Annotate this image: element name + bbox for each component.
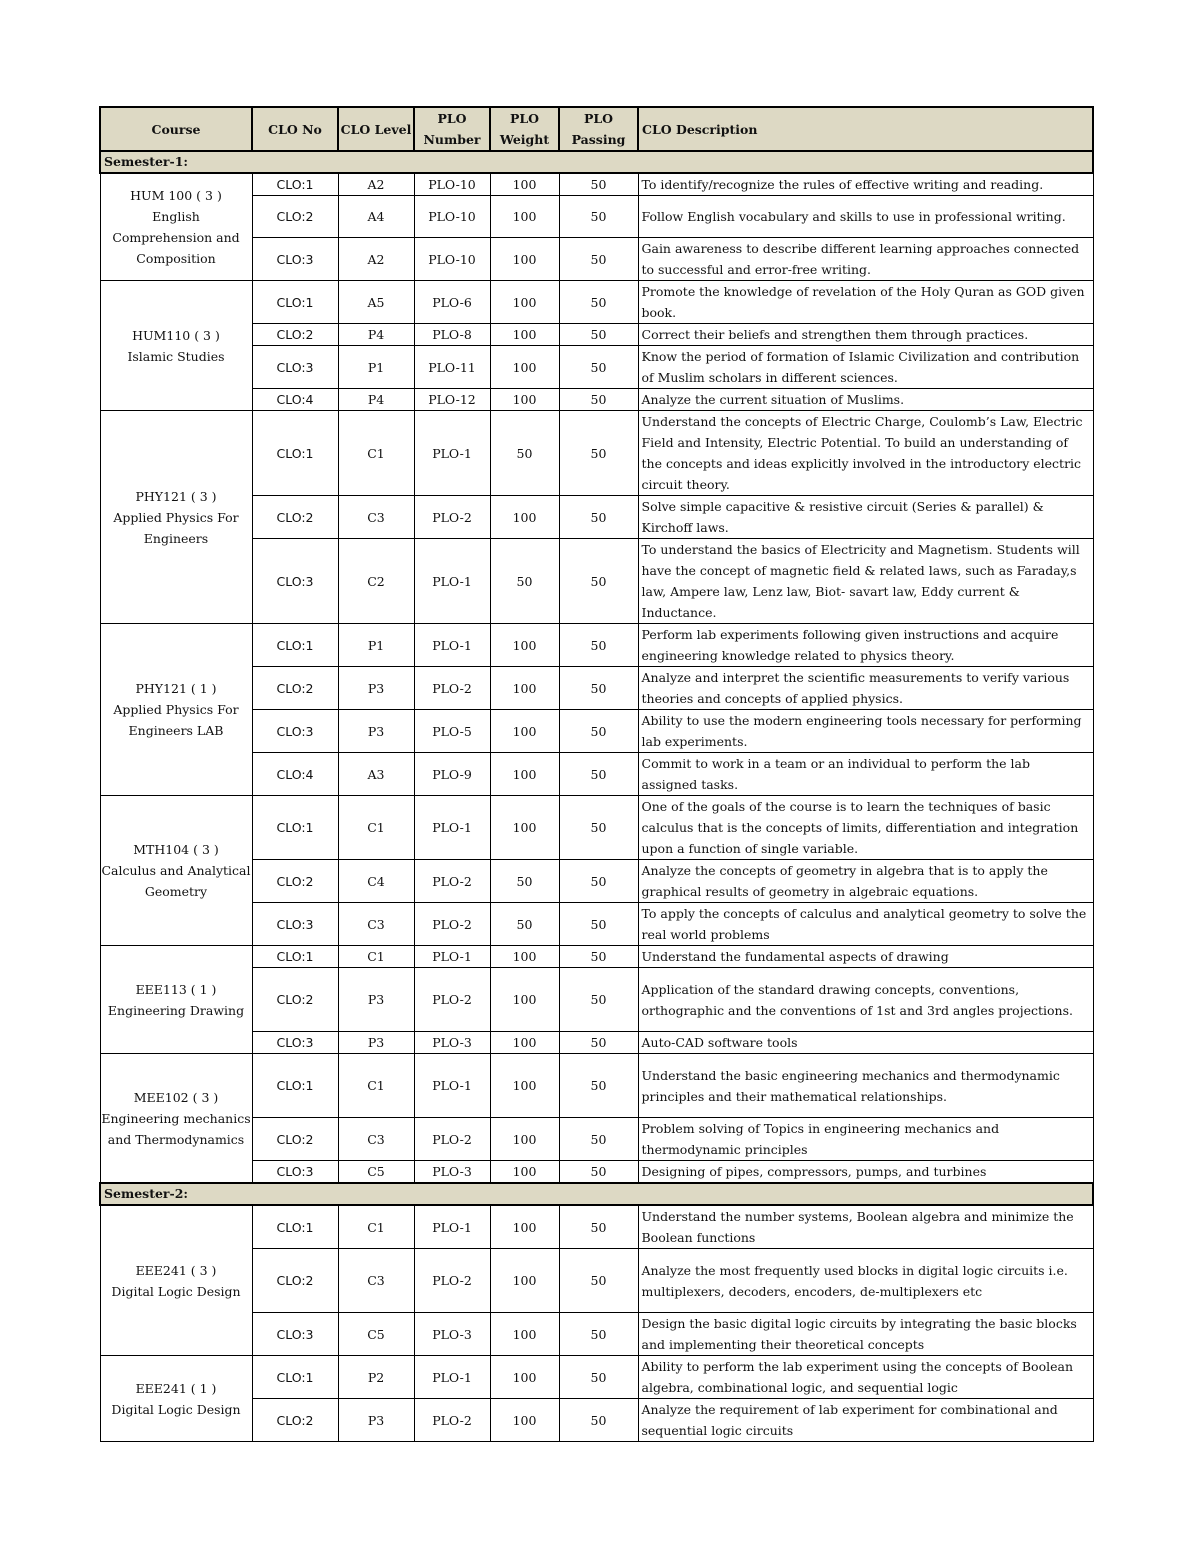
clo-level-cell: C5 <box>338 1313 414 1356</box>
plo-weight-cell: 100 <box>490 1054 559 1118</box>
clo-description-cell: Gain awareness to describe different learning approaches connected to successful and error-free writing. <box>638 238 1093 281</box>
table-row <box>100 796 1093 860</box>
clo-level-cell: C3 <box>338 903 414 946</box>
course-code: PHY121 ( 3 ) <box>135 488 217 504</box>
plo-weight-cell: 100 <box>490 238 559 281</box>
semester-row <box>100 151 1093 173</box>
clo-level-cell: P3 <box>338 1399 414 1442</box>
plo-number-cell: PLO-3 <box>414 1313 490 1356</box>
course-name: Applied Physics For Engineers LAB <box>113 702 239 738</box>
plo-number-cell: PLO-10 <box>414 238 490 281</box>
plo-passing-cell: 50 <box>559 753 638 796</box>
plo-number-cell: PLO-2 <box>414 667 490 710</box>
plo-weight-cell: 100 <box>490 710 559 753</box>
clo-level-cell: C1 <box>338 946 414 968</box>
plo-passing-cell: 50 <box>559 411 638 496</box>
course-cell <box>100 411 252 624</box>
clo-level-cell: C1 <box>338 796 414 860</box>
clo-no-cell: CLO:3 <box>252 539 338 624</box>
header-clo-no: CLO No <box>252 107 338 151</box>
plo-number-cell: PLO-1 <box>414 946 490 968</box>
course-cell <box>100 624 252 796</box>
course-code: MEE102 ( 3 ) <box>133 1089 219 1105</box>
plo-number-cell: PLO-9 <box>414 753 490 796</box>
plo-passing-cell: 50 <box>559 389 638 411</box>
clo-level-cell: P4 <box>338 324 414 346</box>
plo-passing-cell: 50 <box>559 1205 638 1249</box>
clo-no-cell: CLO:2 <box>252 496 338 539</box>
clo-description-cell: Understand the number systems, Boolean algebra and minimize the Boolean functions <box>638 1205 1093 1249</box>
clo-description-cell: Designing of pipes, compressors, pumps, and turbines <box>638 1161 1093 1184</box>
plo-passing-cell: 50 <box>559 238 638 281</box>
plo-passing-cell: 50 <box>559 1032 638 1054</box>
plo-number-cell: PLO-5 <box>414 710 490 753</box>
plo-number-cell: PLO-12 <box>414 389 490 411</box>
clo-no-cell: CLO:3 <box>252 238 338 281</box>
clo-level-cell: P3 <box>338 710 414 753</box>
plo-passing-cell: 50 <box>559 1118 638 1161</box>
clo-no-cell: CLO:2 <box>252 968 338 1032</box>
clo-description-cell: Commit to work in a team or an individual to perform the lab assigned tasks. <box>638 753 1093 796</box>
plo-passing-cell: 50 <box>559 667 638 710</box>
plo-number-cell: PLO-1 <box>414 411 490 496</box>
semester-row <box>100 1183 1093 1205</box>
plo-number-cell: PLO-3 <box>414 1161 490 1184</box>
clo-no-cell: CLO:4 <box>252 753 338 796</box>
clo-no-cell: CLO:1 <box>252 411 338 496</box>
clo-level-cell: P2 <box>338 1356 414 1399</box>
clo-level-cell: P3 <box>338 968 414 1032</box>
clo-description-cell: Understand the concepts of Electric Charge, Coulomb’s Law, Electric Field and Intensity, Electric Potential. To build an understanding of the concepts and ideas explicitly involved in the introductory electric circuit theory. <box>638 411 1093 496</box>
plo-passing-cell: 50 <box>559 968 638 1032</box>
plo-number-cell: PLO-1 <box>414 539 490 624</box>
clo-description-cell: Analyze and interpret the scientific measurements to verify various theories and concepts of applied physics. <box>638 667 1093 710</box>
clo-description-cell: Understand the fundamental aspects of drawing <box>638 946 1093 968</box>
clo-description-cell: Ability to use the modern engineering tools necessary for performing lab experiments. <box>638 710 1093 753</box>
plo-weight-cell: 100 <box>490 968 559 1032</box>
clo-description-cell: Problem solving of Topics in engineering mechanics and thermodynamic principles <box>638 1118 1093 1161</box>
clo-description-cell: Correct their beliefs and strengthen them through practices. <box>638 324 1093 346</box>
plo-weight-cell: 100 <box>490 946 559 968</box>
table-row <box>100 1205 1093 1249</box>
clo-level-cell: P3 <box>338 667 414 710</box>
clo-no-cell: CLO:2 <box>252 324 338 346</box>
table-row <box>100 1054 1093 1118</box>
plo-passing-cell: 50 <box>559 1313 638 1356</box>
clo-no-cell: CLO:3 <box>252 1032 338 1054</box>
course-name: Engineering Drawing <box>107 1002 245 1018</box>
clo-no-cell: CLO:1 <box>252 1054 338 1118</box>
plo-passing-cell: 50 <box>559 710 638 753</box>
clo-description-cell: One of the goals of the course is to learn the techniques of basic calculus that is the concepts of limits, differentiation and integration upon a function of single variable. <box>638 796 1093 860</box>
plo-number-cell: PLO-1 <box>414 1356 490 1399</box>
clo-description-cell: Understand the basic engineering mechanics and thermodynamic principles and their mathematical relationships. <box>638 1054 1093 1118</box>
course-code: PHY121 ( 1 ) <box>135 681 217 696</box>
clo-no-cell: CLO:1 <box>252 173 338 196</box>
plo-passing-cell: 50 <box>559 903 638 946</box>
course-cell <box>100 1356 252 1442</box>
table-row <box>100 946 1093 968</box>
header-plo-weight: PLO Weight <box>490 107 559 151</box>
clo-no-cell: CLO:3 <box>252 710 338 753</box>
clo-level-cell: A2 <box>338 238 414 281</box>
header-row <box>100 107 1093 151</box>
plo-weight-cell: 100 <box>490 667 559 710</box>
table-row <box>100 1356 1093 1399</box>
clo-description-cell: Auto-CAD software tools <box>638 1032 1093 1054</box>
clo-level-cell: C4 <box>338 860 414 903</box>
plo-weight-cell: 100 <box>490 324 559 346</box>
plo-passing-cell: 50 <box>559 539 638 624</box>
clo-no-cell: CLO:2 <box>252 1399 338 1442</box>
plo-weight-cell: 50 <box>490 539 559 624</box>
course-code: HUM110 ( 3 ) <box>132 327 220 343</box>
clo-level-cell: C2 <box>338 539 414 624</box>
clo-no-cell: CLO:1 <box>252 946 338 968</box>
plo-weight-cell: 50 <box>490 903 559 946</box>
clo-level-cell: C1 <box>338 411 414 496</box>
header-plo-passing: PLO Passing <box>559 107 638 151</box>
plo-weight-cell: 100 <box>490 196 559 238</box>
clo-level-cell: A2 <box>338 173 414 196</box>
table-row <box>100 281 1093 324</box>
clo-level-cell: C3 <box>338 496 414 539</box>
plo-number-cell: PLO-2 <box>414 1249 490 1313</box>
plo-passing-cell: 50 <box>559 796 638 860</box>
course-code: MTH104 ( 3 ) <box>133 842 219 857</box>
clo-description-cell: Analyze the requirement of lab experiment for combinational and sequential logic circuits <box>638 1399 1093 1442</box>
clo-description-cell: Analyze the most frequently used blocks in digital logic circuits i.e. multiplexers, decoders, encoders, de-multiplexers etc <box>638 1249 1093 1313</box>
plo-passing-cell: 50 <box>559 1399 638 1442</box>
plo-number-cell: PLO-1 <box>414 1205 490 1249</box>
clo-no-cell: CLO:1 <box>252 1356 338 1399</box>
course-name: Digital Logic Design <box>111 1401 241 1417</box>
clo-description-cell: Solve simple capacitive & resistive circuit (Series & parallel) & Kirchoff laws. <box>638 496 1093 539</box>
plo-passing-cell: 50 <box>559 324 638 346</box>
course-cell <box>100 173 252 281</box>
clo-description-cell: Analyze the concepts of geometry in algebra that is to apply the graphical results of geometry in algebraic equations. <box>638 860 1093 903</box>
clo-no-cell: CLO:1 <box>252 624 338 667</box>
plo-weight-cell: 100 <box>490 346 559 389</box>
plo-passing-cell: 50 <box>559 196 638 238</box>
header-clo-level: CLO Level <box>338 107 414 151</box>
clo-description-cell: Follow English vocabulary and skills to use in professional writing. <box>638 196 1093 238</box>
clo-no-cell: CLO:2 <box>252 667 338 710</box>
plo-weight-cell: 100 <box>490 624 559 667</box>
clo-description-cell: Application of the standard drawing concepts, conventions, orthographic and the conventions of 1st and 3rd angles projections. <box>638 968 1093 1032</box>
plo-number-cell: PLO-1 <box>414 796 490 860</box>
clo-no-cell: CLO:4 <box>252 389 338 411</box>
plo-passing-cell: 50 <box>559 346 638 389</box>
header-clo-description: CLO Description <box>638 107 1093 151</box>
plo-weight-cell: 100 <box>490 1118 559 1161</box>
table-row <box>100 624 1093 667</box>
course-name: Applied Physics For Engineers <box>113 509 239 546</box>
clo-level-cell: P1 <box>338 346 414 389</box>
plo-number-cell: PLO-6 <box>414 281 490 324</box>
clo-no-cell: CLO:2 <box>252 1118 338 1161</box>
clo-level-cell: A5 <box>338 281 414 324</box>
plo-weight-cell: 100 <box>490 389 559 411</box>
clo-level-cell: P4 <box>338 389 414 411</box>
plo-number-cell: PLO-1 <box>414 624 490 667</box>
clo-no-cell: CLO:3 <box>252 346 338 389</box>
plo-weight-cell: 100 <box>490 796 559 860</box>
plo-number-cell: PLO-2 <box>414 903 490 946</box>
plo-weight-cell: 100 <box>490 753 559 796</box>
plo-passing-cell: 50 <box>559 624 638 667</box>
clo-no-cell: CLO:2 <box>252 1249 338 1313</box>
table-row <box>100 411 1093 496</box>
plo-weight-cell: 100 <box>490 1032 559 1054</box>
course-code: HUM 100 ( 3 ) <box>130 188 222 203</box>
plo-weight-cell: 100 <box>490 1356 559 1399</box>
semester-label: Semester-1: <box>100 151 1093 173</box>
plo-weight-cell: 50 <box>490 860 559 903</box>
course-cell <box>100 281 252 411</box>
clo-description-cell: To apply the concepts of calculus and analytical geometry to solve the real world problems <box>638 903 1093 946</box>
plo-number-cell: PLO-3 <box>414 1032 490 1054</box>
plo-passing-cell: 50 <box>559 1054 638 1118</box>
course-code: EEE113 ( 1 ) <box>135 981 217 997</box>
course-code: EEE241 ( 1 ) <box>135 1380 217 1396</box>
plo-weight-cell: 100 <box>490 281 559 324</box>
clo-level-cell: C1 <box>338 1205 414 1249</box>
plo-number-cell: PLO-2 <box>414 1118 490 1161</box>
clo-no-cell: CLO:3 <box>252 903 338 946</box>
header-plo-number: PLO Number <box>414 107 490 151</box>
plo-number-cell: PLO-2 <box>414 1399 490 1442</box>
course-name: Digital Logic Design <box>111 1283 241 1299</box>
clo-description-cell: Ability to perform the lab experiment using the concepts of Boolean algebra, combinational logic, and sequential logic <box>638 1356 1093 1399</box>
plo-weight-cell: 100 <box>490 1161 559 1184</box>
plo-weight-cell: 100 <box>490 173 559 196</box>
clo-no-cell: CLO:1 <box>252 281 338 324</box>
table-row <box>100 173 1093 196</box>
plo-number-cell: PLO-1 <box>414 1054 490 1118</box>
plo-number-cell: PLO-10 <box>414 173 490 196</box>
clo-no-cell: CLO:2 <box>252 196 338 238</box>
clo-level-cell: C3 <box>338 1249 414 1313</box>
plo-passing-cell: 50 <box>559 1161 638 1184</box>
clo-no-cell: CLO:1 <box>252 1205 338 1249</box>
plo-weight-cell: 100 <box>490 496 559 539</box>
course-name: English Comprehension and Composition <box>112 209 240 266</box>
clo-description-cell: Design the basic digital logic circuits by integrating the basic blocks and implementing their theoretical concepts <box>638 1313 1093 1356</box>
header-course: Course <box>100 107 252 151</box>
clo-description-cell: Perform lab experiments following given instructions and acquire engineering knowledge related to physics theory. <box>638 624 1093 667</box>
clo-plo-table <box>99 106 1094 1442</box>
table-body <box>100 151 1093 1442</box>
clo-description-cell: To identify/recognize the rules of effective writing and reading. <box>638 173 1093 196</box>
plo-number-cell: PLO-2 <box>414 968 490 1032</box>
plo-passing-cell: 50 <box>559 1356 638 1399</box>
semester-label: Semester-2: <box>100 1183 1093 1205</box>
plo-number-cell: PLO-8 <box>414 324 490 346</box>
clo-description-cell: To understand the basics of Electricity and Magnetism. Students will have the concept of magnetic field & related laws, such as Faraday,s law, Ampere law, Lenz law, Biot- savart law, Eddy current & Inductance. <box>638 539 1093 624</box>
clo-level-cell: A3 <box>338 753 414 796</box>
plo-passing-cell: 50 <box>559 860 638 903</box>
plo-passing-cell: 50 <box>559 173 638 196</box>
plo-number-cell: PLO-10 <box>414 196 490 238</box>
clo-plo-sheet <box>99 106 1092 1438</box>
clo-description-cell: Promote the knowledge of revelation of the Holy Quran as GOD given book. <box>638 281 1093 324</box>
course-cell <box>100 796 252 946</box>
clo-level-cell: C3 <box>338 1118 414 1161</box>
plo-weight-cell: 100 <box>490 1205 559 1249</box>
course-code: EEE241 ( 3 ) <box>135 1262 217 1278</box>
course-cell <box>100 1205 252 1356</box>
clo-no-cell: CLO:1 <box>252 796 338 860</box>
course-name: Engineering mechanics and Thermodynamics <box>101 1110 251 1147</box>
course-name: Islamic Studies <box>127 348 225 364</box>
plo-passing-cell: 50 <box>559 1249 638 1313</box>
plo-weight-cell: 50 <box>490 411 559 496</box>
plo-number-cell: PLO-2 <box>414 860 490 903</box>
clo-description-cell: Analyze the current situation of Muslims. <box>638 389 1093 411</box>
plo-passing-cell: 50 <box>559 496 638 539</box>
course-cell <box>100 1054 252 1184</box>
clo-description-cell: Know the period of formation of Islamic Civilization and contribution of Muslim scholars in different sciences. <box>638 346 1093 389</box>
plo-weight-cell: 100 <box>490 1249 559 1313</box>
plo-weight-cell: 100 <box>490 1313 559 1356</box>
plo-passing-cell: 50 <box>559 281 638 324</box>
plo-passing-cell: 50 <box>559 946 638 968</box>
plo-number-cell: PLO-2 <box>414 496 490 539</box>
clo-no-cell: CLO:3 <box>252 1313 338 1356</box>
plo-number-cell: PLO-11 <box>414 346 490 389</box>
clo-level-cell: C1 <box>338 1054 414 1118</box>
clo-no-cell: CLO:2 <box>252 860 338 903</box>
course-cell <box>100 946 252 1054</box>
course-name: Calculus and Analytical Geometry <box>101 863 251 899</box>
clo-level-cell: A4 <box>338 196 414 238</box>
clo-level-cell: P3 <box>338 1032 414 1054</box>
clo-no-cell: CLO:3 <box>252 1161 338 1184</box>
clo-level-cell: C5 <box>338 1161 414 1184</box>
clo-level-cell: P1 <box>338 624 414 667</box>
plo-weight-cell: 100 <box>490 1399 559 1442</box>
